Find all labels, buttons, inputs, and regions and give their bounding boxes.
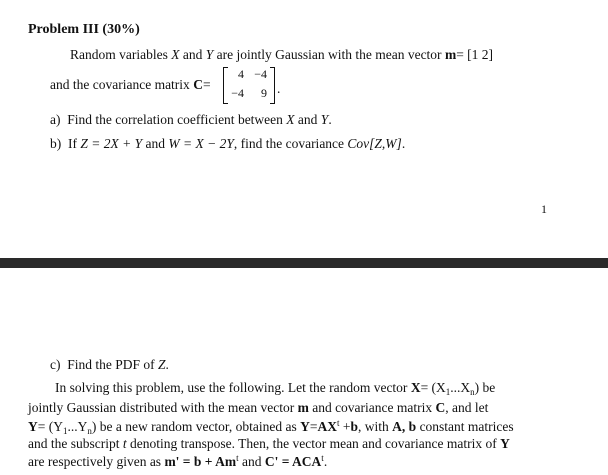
hint-mean-formula: m' = b + Am [164, 454, 237, 469]
hint-line-2 [28, 400, 488, 416]
part-c [50, 357, 169, 373]
hint-text: , and let [445, 400, 489, 415]
hint-text: . [323, 454, 328, 469]
hint-text: = [309, 419, 318, 434]
hint-c: C [435, 400, 446, 415]
part-b-if: If [68, 136, 77, 151]
hint-sub: n [87, 426, 92, 436]
hint-text: In solving this problem, use the following. Let the random vector [55, 380, 408, 395]
cov-symbol: C [193, 77, 203, 92]
hint-text: , with [358, 419, 389, 434]
page-divider [0, 258, 608, 268]
hint-line-4 [28, 436, 510, 452]
cov-intro: and the covariance matrix [50, 77, 190, 92]
var-y: Y [205, 47, 214, 62]
hint-sub: 1 [445, 387, 451, 397]
var-x: X [171, 47, 180, 62]
hint-text: ) [91, 419, 97, 434]
hint-text: are respectively given as [28, 454, 162, 469]
hint-text: jointly Gaussian distributed with the mean vector [28, 400, 295, 415]
part-a-period: . [328, 112, 332, 127]
hint-x-vector: X [410, 380, 421, 395]
matrix-cell-22: 9 [261, 86, 267, 100]
hint-y: Y [500, 436, 510, 451]
mean-symbol: m [444, 47, 457, 62]
intro-text: Random variables [70, 47, 168, 62]
hint-b: b [350, 419, 359, 434]
problem-title: Problem III (30%) [28, 22, 140, 37]
hint-sup: t [321, 453, 324, 463]
hint-sup: t [337, 418, 340, 428]
hint-cov-formula: C' = ACA [264, 454, 322, 469]
part-b-and: and [145, 136, 165, 151]
hint-text: + [342, 419, 351, 434]
cov-equals: = [202, 77, 211, 92]
hint-text: and [241, 454, 262, 469]
part-b [50, 136, 405, 152]
hint-text: ...X [450, 380, 471, 395]
hint-text: ) [474, 380, 480, 395]
hint-line-5 [28, 453, 327, 470]
part-b-z-def: Z = 2X + Y [80, 136, 143, 151]
hint-y-vector: Y [28, 419, 38, 434]
hint-text: = (Y [37, 419, 63, 434]
covariance-line [50, 77, 211, 93]
part-c-label: c) [50, 357, 61, 372]
part-b-label: b) [50, 136, 62, 151]
part-c-period: . [165, 357, 169, 372]
hint-sub: n [470, 387, 475, 397]
matrix-right-bracket [270, 67, 275, 104]
hint-sub: 1 [62, 426, 68, 436]
hint-ax: AX [317, 419, 337, 434]
matrix-cell-11: 4 [238, 67, 244, 81]
hint-t: t [122, 436, 127, 451]
hint-line-1 [55, 380, 495, 397]
matrix-cell-21: −4 [231, 86, 244, 100]
intro-text-2: are jointly Gaussian with the mean vector [216, 47, 442, 62]
matrix-cell-12: −4 [254, 67, 267, 81]
part-a-label: a) [50, 112, 61, 127]
part-c-text: Find the PDF of [67, 357, 155, 372]
hint-text: = (X [420, 380, 446, 395]
hint-text: denoting transpose. Then, the vector mean and covariance matrix of [130, 436, 497, 451]
part-a-y: Y [320, 112, 329, 127]
part-b-period: . [401, 136, 406, 151]
part-b-cov: Cov[Z,W] [347, 136, 402, 151]
part-b-find: , find the covariance [233, 136, 345, 151]
hint-text: be a new random vector, obtained as [99, 419, 297, 434]
part-a-and: and [297, 112, 318, 127]
hint-a-b: A, b [392, 419, 417, 434]
hint-sup: t [236, 453, 239, 463]
hint-text: be [482, 380, 496, 395]
hint-line-3 [28, 418, 514, 436]
hint-y: Y [300, 419, 310, 434]
hint-text: and covariance matrix [312, 400, 433, 415]
hint-text: and the subscript [28, 436, 120, 451]
part-a-x: X [286, 112, 295, 127]
and-word: and [182, 47, 203, 62]
covariance-matrix [223, 67, 275, 104]
page-number: 1 [541, 202, 547, 216]
part-a-text: Find the correlation coefficient between [67, 112, 283, 127]
part-a [50, 112, 332, 128]
cov-period: . [277, 81, 281, 96]
hint-m: m [297, 400, 309, 415]
part-c-z: Z [158, 357, 166, 372]
part-b-w-def: W = X − 2Y [168, 136, 234, 151]
hint-text: constant matrices [419, 419, 514, 434]
hint-text: ...Y [67, 419, 88, 434]
problem-intro-line [70, 47, 493, 63]
mean-value: = [1 2] [456, 47, 494, 62]
